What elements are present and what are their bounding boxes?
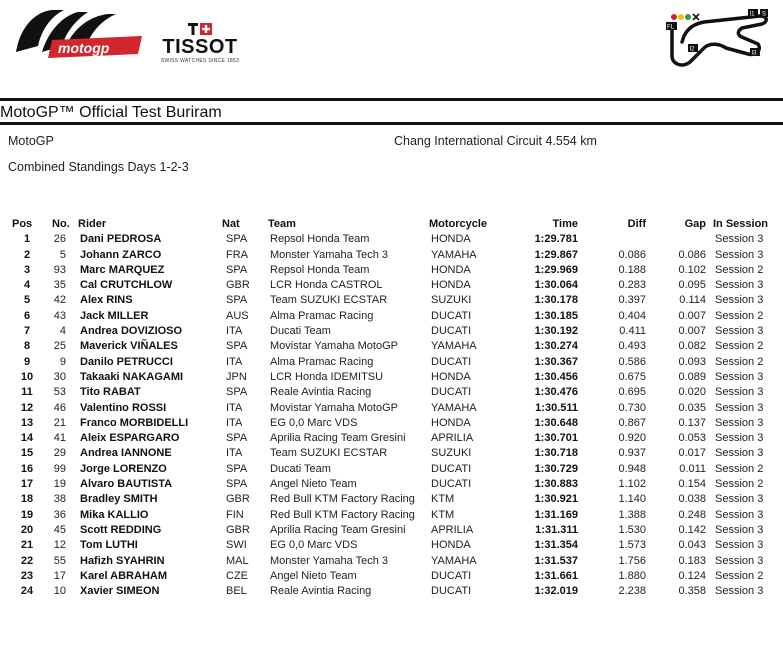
cell-pos: 24 xyxy=(20,585,34,598)
table-row xyxy=(0,232,783,247)
cell-time: 1:31.354 xyxy=(534,539,578,552)
cell-gap: 0.086 xyxy=(678,248,706,261)
cell-pos: 8 xyxy=(23,340,31,353)
cell-diff: 0.411 xyxy=(619,325,646,338)
cell-diff: 0.695 xyxy=(618,386,646,399)
cell-nat: SPA xyxy=(226,263,248,276)
cell-rider: Johann ZARCO xyxy=(80,248,162,261)
cell-nat: JPN xyxy=(226,370,247,383)
cell-number: 93 xyxy=(53,263,66,276)
col-header-motorcycle: Motorcycle xyxy=(429,218,488,230)
col-header-pos: Pos xyxy=(12,218,33,230)
cell-diff: 2.238 xyxy=(618,585,646,598)
cell-rider: Xavier SIMEON xyxy=(80,585,160,598)
cell-rider: Marc MARQUEZ xyxy=(80,263,165,276)
cell-number: 10 xyxy=(53,585,66,598)
cell-nat: SPA xyxy=(226,233,248,246)
cell-rider: Tom LUTHI xyxy=(80,539,138,552)
cell-team: Alma Pramac Racing xyxy=(270,355,374,368)
cell-number: 19 xyxy=(53,478,66,491)
cell-motorcycle: SUZUKI xyxy=(431,447,472,460)
cell-nat: ITA xyxy=(226,416,243,429)
cell-gap: 0.142 xyxy=(678,523,706,536)
cell-rider: Mika KALLIO xyxy=(80,508,149,521)
cell-rider: Alvaro BAUTISTA xyxy=(80,478,173,491)
cell-nat: FIN xyxy=(226,508,244,521)
cell-pos: 9 xyxy=(23,355,31,368)
cell-number: 9 xyxy=(59,355,66,368)
cell-gap: 0.053 xyxy=(678,432,706,445)
cell-number: 17 xyxy=(53,569,66,582)
cell-time: 1:31.537 xyxy=(534,554,578,567)
cell-diff: 0.675 xyxy=(618,370,646,383)
cell-time: 1:31.169 xyxy=(534,508,578,521)
cell-pos: 10 xyxy=(20,370,34,383)
cell-rider: Maverick VIÑALES xyxy=(80,340,178,353)
cell-diff: 1.880 xyxy=(618,569,646,582)
motogp-logo xyxy=(12,6,144,64)
cell-rider: Andrea IANNONE xyxy=(80,447,172,460)
cell-session: Session 3 xyxy=(715,585,764,598)
cell-gap: 0.043 xyxy=(678,539,706,552)
cell-pos: 6 xyxy=(23,309,31,322)
cell-diff: 0.920 xyxy=(618,432,646,445)
cell-nat: SPA xyxy=(226,478,248,491)
cell-pos: 7 xyxy=(23,325,31,338)
cell-time: 1:31.661 xyxy=(534,569,578,582)
cell-diff: 0.397 xyxy=(618,294,646,307)
cell-team: Team SUZUKI ECSTAR xyxy=(270,447,388,460)
cell-rider: Danilo PETRUCCI xyxy=(80,355,173,368)
category-label: MotoGP xyxy=(8,134,54,148)
table-row xyxy=(0,385,783,400)
cell-session: Session 2 xyxy=(715,462,764,475)
cell-nat: FRA xyxy=(226,248,248,261)
table-row xyxy=(0,462,783,477)
cell-pos: 13 xyxy=(20,416,34,429)
cell-team: Movistar Yamaha MotoGP xyxy=(270,401,398,414)
cell-time: 1:30.367 xyxy=(534,355,578,368)
cell-pos: 17 xyxy=(20,478,34,491)
cell-time: 1:30.274 xyxy=(534,340,578,353)
cell-motorcycle: YAMAHA xyxy=(431,554,477,567)
cell-gap: 0.007 xyxy=(678,309,706,322)
cell-motorcycle: HONDA xyxy=(431,263,471,276)
cell-pos: 4 xyxy=(23,279,31,292)
cell-diff: 0.086 xyxy=(618,248,646,261)
results-body xyxy=(0,232,783,599)
cell-pos: 23 xyxy=(20,569,34,582)
cell-motorcycle: YAMAHA xyxy=(431,401,477,414)
cell-time: 1:30.729 xyxy=(534,462,578,475)
motogp-logo-text: motogp xyxy=(58,40,110,56)
standings-subtitle: Combined Standings Days 1-2-3 xyxy=(8,160,189,174)
col-header-diff: Diff xyxy=(627,218,646,230)
cell-nat: SWI xyxy=(226,539,247,552)
cell-diff: 0.493 xyxy=(618,340,646,353)
table-row xyxy=(0,401,783,416)
cell-session: Session 3 xyxy=(715,432,764,445)
cell-diff: 0.730 xyxy=(618,401,646,414)
cell-time: 1:30.718 xyxy=(534,447,578,460)
cell-pos: 14 xyxy=(20,432,34,445)
cell-motorcycle: YAMAHA xyxy=(431,248,477,261)
cell-session: Session 3 xyxy=(715,508,764,521)
cell-gap: 0.035 xyxy=(678,401,706,414)
cell-gap: 0.114 xyxy=(679,294,706,307)
cell-session: Session 3 xyxy=(715,401,764,414)
cell-time: 1:30.192 xyxy=(534,325,578,338)
cell-session: Session 3 xyxy=(715,447,764,460)
cell-rider: Cal CRUTCHLOW xyxy=(80,279,173,292)
track-label-s: S xyxy=(762,11,767,18)
cell-team: EG 0,0 Marc VDS xyxy=(270,416,358,429)
track-label-i3: I3 xyxy=(751,50,757,57)
cell-gap: 0.137 xyxy=(678,416,706,429)
cell-session: Session 3 xyxy=(715,523,764,536)
cell-time: 1:30.456 xyxy=(534,370,578,383)
cell-team: Team SUZUKI ECSTAR xyxy=(270,294,388,307)
cell-team: Ducati Team xyxy=(270,462,331,475)
cell-pos: 18 xyxy=(20,493,34,506)
track-label-i2: I2 xyxy=(689,46,695,53)
cell-nat: ITA xyxy=(226,325,243,338)
cell-diff: 1.573 xyxy=(618,539,646,552)
cell-team: Repsol Honda Team xyxy=(270,233,370,246)
cell-diff: 0.404 xyxy=(618,309,646,322)
cell-diff: 1.756 xyxy=(618,554,646,567)
cell-motorcycle: HONDA xyxy=(431,370,471,383)
cell-diff: 0.283 xyxy=(618,279,646,292)
table-row xyxy=(0,431,783,446)
cell-nat: GBR xyxy=(226,279,250,292)
table-row xyxy=(0,370,783,385)
cell-team: Red Bull KTM Factory Racing xyxy=(270,508,415,521)
cell-motorcycle: DUCATI xyxy=(431,478,472,491)
cell-team: LCR Honda IDEMITSU xyxy=(270,370,384,383)
cell-diff: 0.867 xyxy=(618,416,646,429)
table-row xyxy=(0,538,783,553)
cell-team: Reale Avintia Racing xyxy=(270,585,372,598)
table-row xyxy=(0,309,783,324)
table-row xyxy=(0,584,783,599)
cell-session: Session 3 xyxy=(715,386,764,399)
cell-rider: Tito RABAT xyxy=(80,386,141,399)
cell-time: 1:30.185 xyxy=(534,309,578,322)
table-row xyxy=(0,508,783,523)
cell-pos: 15 xyxy=(20,447,34,460)
table-row xyxy=(0,569,783,584)
table-row xyxy=(0,278,783,293)
cell-motorcycle: DUCATI xyxy=(431,325,472,338)
cell-rider: Franco MORBIDELLI xyxy=(80,416,189,429)
cell-team: LCR Honda CASTROL xyxy=(270,279,383,292)
cell-session: Session 3 xyxy=(715,554,764,567)
table-header-row xyxy=(0,217,783,232)
cell-team: Repsol Honda Team xyxy=(270,263,370,276)
track-label-i1: I1 xyxy=(749,11,755,18)
cell-gap: 0.183 xyxy=(678,554,706,567)
cell-session: Session 2 xyxy=(715,569,764,582)
cell-session: Session 3 xyxy=(715,279,764,292)
cell-session: Session 2 xyxy=(715,309,764,322)
cell-time: 1:31.311 xyxy=(535,523,578,536)
cell-pos: 21 xyxy=(20,539,34,552)
cell-gap: 0.017 xyxy=(678,447,706,460)
cell-gap: 0.358 xyxy=(678,585,706,598)
table-row xyxy=(0,339,783,354)
cell-number: 36 xyxy=(53,508,66,521)
cell-number: 41 xyxy=(53,432,66,445)
cell-diff: 0.937 xyxy=(618,447,646,460)
event-title: MotoGP™ Official Test Buriram xyxy=(0,104,222,121)
table-row xyxy=(0,248,783,263)
cell-session: Session 3 xyxy=(715,370,764,383)
cell-time: 1:30.178 xyxy=(534,294,578,307)
cell-number: 55 xyxy=(53,554,66,567)
cell-motorcycle: KTM xyxy=(431,493,455,506)
cell-number: 45 xyxy=(53,523,66,536)
cell-gap: 0.248 xyxy=(678,508,706,521)
cell-nat: AUS xyxy=(226,309,249,322)
cell-gap: 0.124 xyxy=(678,569,706,582)
cell-motorcycle: SUZUKI xyxy=(431,294,472,307)
cell-time: 1:29.969 xyxy=(534,263,578,276)
cell-rider: Scott REDDING xyxy=(80,523,162,536)
cell-time: 1:29.867 xyxy=(534,248,578,261)
cell-rider: Aleix ESPARGARO xyxy=(80,432,180,445)
cell-time: 1:30.921 xyxy=(534,493,578,506)
table-row xyxy=(0,477,783,492)
cell-number: 5 xyxy=(59,248,66,261)
cell-pos: 20 xyxy=(20,523,34,536)
cell-number: 35 xyxy=(53,279,66,292)
header-rule-bottom xyxy=(0,122,783,125)
cell-number: 26 xyxy=(53,233,66,246)
motogp-logo-mark xyxy=(12,6,144,64)
cell-team: Angel Nieto Team xyxy=(270,478,357,491)
cell-time: 1:29.781 xyxy=(534,233,578,246)
cell-rider: Takaaki NAKAGAMI xyxy=(80,370,184,383)
cell-gap: 0.007 xyxy=(678,325,706,338)
tissot-tagline: SWISS WATCHES SINCE 1853 xyxy=(160,58,240,64)
cell-motorcycle: HONDA xyxy=(431,539,471,552)
cell-session: Session 3 xyxy=(715,325,764,338)
cell-motorcycle: APRILIA xyxy=(431,523,474,536)
cell-pos: 3 xyxy=(23,263,31,276)
cell-pos: 11 xyxy=(21,386,33,399)
cell-motorcycle: KTM xyxy=(431,508,455,521)
cell-rider: Bradley SMITH xyxy=(80,493,158,506)
table-row xyxy=(0,355,783,370)
cell-motorcycle: DUCATI xyxy=(431,386,472,399)
cell-gap: 0.082 xyxy=(678,340,706,353)
cell-nat: SPA xyxy=(226,386,248,399)
cell-motorcycle: YAMAHA xyxy=(431,340,477,353)
cell-diff: 1.530 xyxy=(618,523,646,536)
cell-motorcycle: HONDA xyxy=(431,279,471,292)
table-row xyxy=(0,416,783,431)
cell-time: 1:32.019 xyxy=(534,585,578,598)
cell-team: Aprilia Racing Team Gresini xyxy=(270,523,406,536)
cell-gap: 0.095 xyxy=(678,279,706,292)
cell-team: Ducati Team xyxy=(270,325,331,338)
cell-gap: 0.089 xyxy=(678,370,706,383)
cell-motorcycle: DUCATI xyxy=(431,585,472,598)
cell-rider: Karel ABRAHAM xyxy=(80,569,167,582)
cell-number: 46 xyxy=(53,401,66,414)
cell-time: 1:30.648 xyxy=(534,416,578,429)
cell-nat: GBR xyxy=(226,493,250,506)
cell-pos: 5 xyxy=(23,294,31,307)
cell-nat: GBR xyxy=(226,523,250,536)
cell-team: Alma Pramac Racing xyxy=(270,309,374,322)
track-label-fl: FL xyxy=(667,24,675,31)
circuit-label: Chang International Circuit 4.554 km xyxy=(394,134,597,148)
cell-session: Session 2 xyxy=(715,355,764,368)
table-row xyxy=(0,523,783,538)
col-header-no: No. xyxy=(52,218,70,230)
cell-gap: 0.020 xyxy=(678,386,706,399)
table-row xyxy=(0,446,783,461)
tissot-logo xyxy=(158,22,242,66)
cell-nat: CZE xyxy=(226,569,248,582)
cell-diff: 1.102 xyxy=(618,478,646,491)
cell-diff: 1.140 xyxy=(618,493,646,506)
table-row xyxy=(0,492,783,507)
cell-diff: 0.586 xyxy=(618,355,646,368)
col-header-rider: Rider xyxy=(78,218,107,230)
cell-number: 4 xyxy=(59,325,66,338)
cell-team: Movistar Yamaha MotoGP xyxy=(270,340,398,353)
cell-rider: Hafizh SYAHRIN xyxy=(80,554,165,567)
cell-motorcycle: DUCATI xyxy=(431,569,472,582)
cell-number: 12 xyxy=(53,539,66,552)
cell-pos: 2 xyxy=(23,248,31,261)
cell-number: 42 xyxy=(53,294,66,307)
track-map xyxy=(664,8,774,80)
cell-session: Session 3 xyxy=(715,233,764,246)
cell-nat: BEL xyxy=(226,585,247,598)
cell-nat: ITA xyxy=(226,447,243,460)
cell-team: Monster Yamaha Tech 3 xyxy=(270,554,389,567)
track-map-icon xyxy=(664,8,774,80)
cell-gap: 0.011 xyxy=(679,462,706,475)
cell-rider: Valentino ROSSI xyxy=(80,401,167,414)
cell-pos: 1 xyxy=(23,233,31,246)
cell-motorcycle: DUCATI xyxy=(431,355,472,368)
cell-team: Reale Avintia Racing xyxy=(270,386,372,399)
cell-motorcycle: DUCATI xyxy=(431,309,472,322)
col-header-session: In Session xyxy=(713,218,769,230)
cell-rider: Jorge LORENZO xyxy=(80,462,167,475)
cell-motorcycle: HONDA xyxy=(431,416,471,429)
cell-pos: 16 xyxy=(20,462,34,475)
cell-pos: 19 xyxy=(20,508,34,521)
cell-gap: 0.038 xyxy=(678,493,706,506)
col-header-gap: Gap xyxy=(684,218,706,230)
cell-session: Session 2 xyxy=(715,263,764,276)
cell-time: 1:30.511 xyxy=(535,401,578,414)
table-row xyxy=(0,293,783,308)
cell-number: 30 xyxy=(53,370,66,383)
cell-team: EG 0,0 Marc VDS xyxy=(270,539,358,552)
cell-pos: 22 xyxy=(20,554,34,567)
cell-rider: Alex RINS xyxy=(80,294,133,307)
cell-rider: Dani PEDROSA xyxy=(80,233,162,246)
cell-nat: ITA xyxy=(226,355,243,368)
table-row xyxy=(0,554,783,569)
cell-session: Session 3 xyxy=(715,294,764,307)
cell-time: 1:30.883 xyxy=(534,478,578,491)
cell-number: 43 xyxy=(53,309,66,322)
cell-team: Aprilia Racing Team Gresini xyxy=(270,432,406,445)
col-header-nat: Nat xyxy=(222,218,240,230)
cell-diff: 0.188 xyxy=(618,263,646,276)
tissot-cross-icon xyxy=(158,22,242,36)
cell-session: Session 2 xyxy=(715,478,764,491)
cell-number: 29 xyxy=(53,447,66,460)
cell-rider: Jack MILLER xyxy=(80,309,149,322)
cell-session: Session 3 xyxy=(715,493,764,506)
cell-session: Session 3 xyxy=(715,539,764,552)
cell-team: Angel Nieto Team xyxy=(270,569,357,582)
cell-number: 21 xyxy=(53,416,66,429)
cell-diff: 1.388 xyxy=(618,508,646,521)
cell-nat: SPA xyxy=(226,462,248,475)
cell-session: Session 2 xyxy=(715,340,764,353)
cell-pos: 12 xyxy=(20,401,34,414)
cell-motorcycle: DUCATI xyxy=(431,462,472,475)
cell-time: 1:30.064 xyxy=(534,279,578,292)
table-row xyxy=(0,324,783,339)
cell-nat: SPA xyxy=(226,294,248,307)
col-header-team: Team xyxy=(268,218,296,230)
cell-nat: SPA xyxy=(226,432,248,445)
cell-gap: 0.154 xyxy=(678,478,706,491)
cell-diff: 0.948 xyxy=(618,462,646,475)
cell-motorcycle: APRILIA xyxy=(431,432,474,445)
results-table xyxy=(0,217,783,599)
tissot-brand-name: TISSOT xyxy=(162,36,238,58)
cell-number: 38 xyxy=(53,493,66,506)
cell-motorcycle: HONDA xyxy=(431,233,471,246)
cell-time: 1:30.701 xyxy=(534,432,578,445)
cell-time: 1:30.476 xyxy=(534,386,578,399)
cell-session: Session 3 xyxy=(715,416,764,429)
cell-session: Session 3 xyxy=(715,248,764,261)
cell-nat: MAL xyxy=(226,554,249,567)
cell-gap: 0.093 xyxy=(678,355,706,368)
cell-team: Red Bull KTM Factory Racing xyxy=(270,493,415,506)
table-row xyxy=(0,263,783,278)
header-rule-top xyxy=(0,98,783,101)
cell-nat: SPA xyxy=(226,340,248,353)
col-header-time: Time xyxy=(552,218,578,230)
cell-team: Monster Yamaha Tech 3 xyxy=(270,248,389,261)
cell-number: 25 xyxy=(53,340,66,353)
cell-number: 53 xyxy=(53,386,66,399)
cell-rider: Andrea DOVIZIOSO xyxy=(80,325,183,338)
cell-gap: 0.102 xyxy=(678,263,706,276)
cell-number: 99 xyxy=(53,462,66,475)
cell-nat: ITA xyxy=(226,401,243,414)
